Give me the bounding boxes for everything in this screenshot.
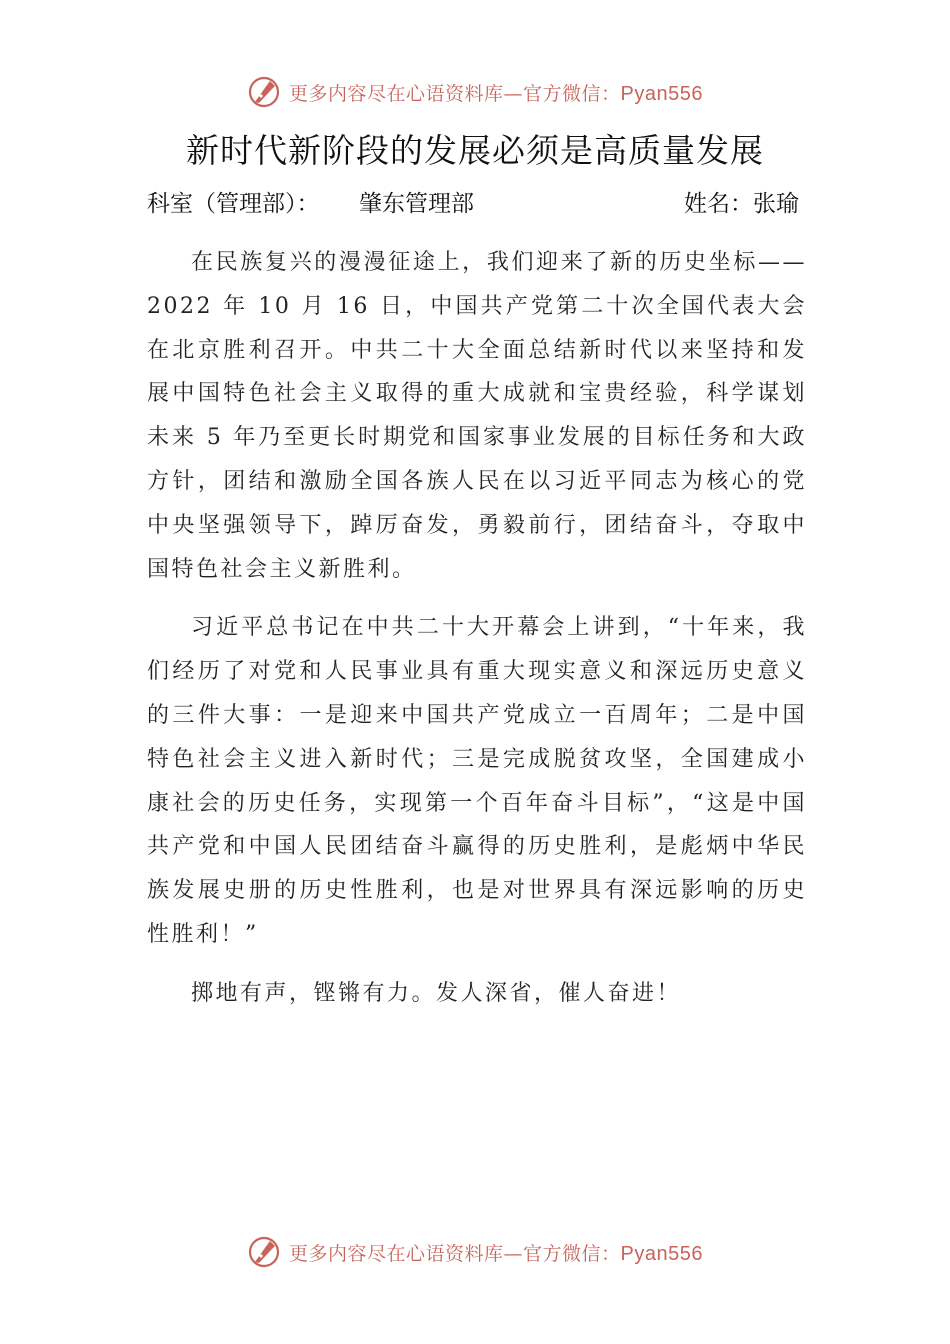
paragraph: 习近平总书记在中共二十大开幕会上讲到，“十年来，我们经历了对党和人民事业具有重大现实意义和深远历史意义的三件大事：一是迎来中国共产党成立一百周年；二是中国特色社会主义进入新时代；三是完成脱贫攻坚，全国建成小康社会的历史任务，实现第一个百年奋斗目标”，“这是中国共产党和中国人民团结奋斗赢得的历史胜利，是彪炳中华民族发展史册的历史性胜利，也是对世界具有深远影响的历史性胜利！” [147,615,807,947]
watermark-text: 更多内容尽在心语资料库—官方微信：Pyan556 [289,1242,703,1265]
department-value: 肇东管理部 [359,191,474,217]
pen-nib-seal-icon [247,1235,281,1269]
watermark-banner-top [0,72,950,112]
watermark-text: 更多内容尽在心语资料库—官方微信：Pyan556 [289,82,703,105]
department-label: 科室（管理部）： [147,191,320,217]
paragraph: 在民族复兴的漫漫征途上，我们迎来了新的历史坐标——2022 年 10 月 16 日，中国共产党第二十次全国代表大会在北京胜利召开。中共二十大全面总结新时代以来坚持和发展中国特色社会主义取得的重大成就和宝贵经验，科学谋划未来 5 年乃至更长时期党和国家事业发展的目标任务和大政方针，团结和激励全国各族人民在以习近平同志为核心的党中央坚强领导下，踔厉奋发，勇毅前行，团结奋斗，夺取中国特色社会主义新胜利。 [147,250,807,582]
author-info-line [147,186,807,222]
pen-nib-seal-icon [247,75,281,109]
watermark-banner-bottom [0,1232,950,1272]
paragraph: 掷地有声，铿锵有力。发人深省，催人奋进！ [191,980,682,1006]
document-body [147,241,807,1031]
author-name: 姓名：张瑜 [684,191,799,217]
document-title: 新时代新阶段的发展必须是高质量发展 [186,131,764,170]
